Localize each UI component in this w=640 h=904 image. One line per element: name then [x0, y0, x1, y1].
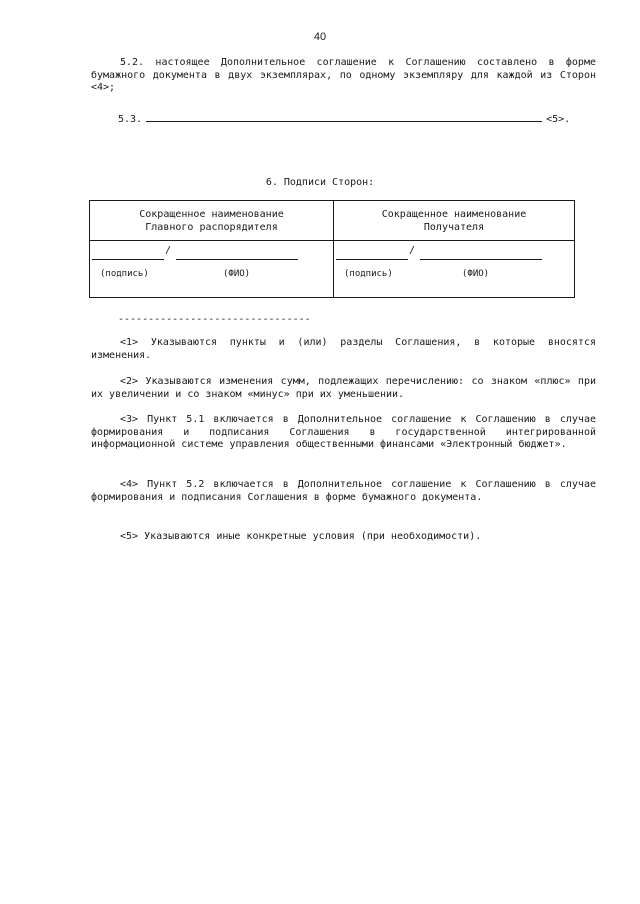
footnote-separator: -------------------------------- [118, 314, 311, 325]
footnote-text: <3> Пункт 5.1 включается в Дополнительное соглашение к Соглашению в случае формирования и подписания Соглашения в государственной интегрированной информационной системе управления общественными финансами «Электронный бюджет». [91, 414, 596, 451]
signature-table [89, 200, 575, 298]
slash: / [409, 245, 416, 256]
footnote-text: <5> Указываются иные конкретные условия (при необходимости). [120, 531, 482, 542]
footnote-text: <2> Указываются изменения сумм, подлежащих перечислению: со знаком «плюс» при их увеличении и со знаком «минус» при их уменьшении. [91, 376, 596, 400]
left-header-line2: Главного распорядителя [145, 221, 278, 233]
right-header-line2: Получателя [423, 221, 485, 233]
paragraph-5-2-text: 5.2. настоящее Дополнительное соглашение к Соглашению составлено в форме бумажного документа в двух экземплярах, по одному экземпляру для каждой из Сторон <4>; [91, 57, 596, 94]
slash: / [165, 245, 172, 256]
right-party-header [334, 201, 575, 241]
blank-line [146, 112, 542, 122]
footnote-5 [91, 531, 596, 544]
paragraph-5-3-suffix: <5>. [546, 114, 571, 125]
name-caption: (ФИО) [223, 269, 251, 279]
page-number: 40 [313, 31, 327, 43]
footnote-text: <4> Пункт 5.2 включается в Дополнительное соглашение к Соглашению в случае формирования и подписания Соглашения в форме бумажного документа. [91, 479, 596, 503]
footnote-2 [91, 376, 596, 401]
signature-line [92, 259, 164, 260]
signature-caption: (подпись) [100, 269, 149, 279]
paragraph-5-3-prefix: 5.3. [118, 114, 143, 125]
right-header-line1: Сокращенное наименование [381, 209, 527, 220]
signature-caption: (подпись) [344, 269, 393, 279]
left-party-header [90, 201, 334, 241]
name-line [420, 259, 542, 260]
footnote-3 [91, 414, 596, 452]
footnote-1 [91, 337, 596, 362]
left-signature-cell [90, 241, 334, 298]
signature-line [336, 259, 408, 260]
section-title: 6. Подписи Сторон: [265, 177, 375, 188]
paragraph-5-2 [91, 57, 596, 95]
footnote-text: <1> Указываются пункты и (или) разделы Соглашения, в которые вносятся изменения. [91, 337, 596, 361]
left-header-line1: Сокращенное наименование [139, 209, 284, 220]
right-signature-cell [334, 241, 575, 298]
name-line [176, 259, 298, 260]
name-caption: (ФИО) [462, 269, 490, 279]
paragraph-5-3 [118, 112, 570, 125]
footnote-4 [91, 479, 596, 504]
